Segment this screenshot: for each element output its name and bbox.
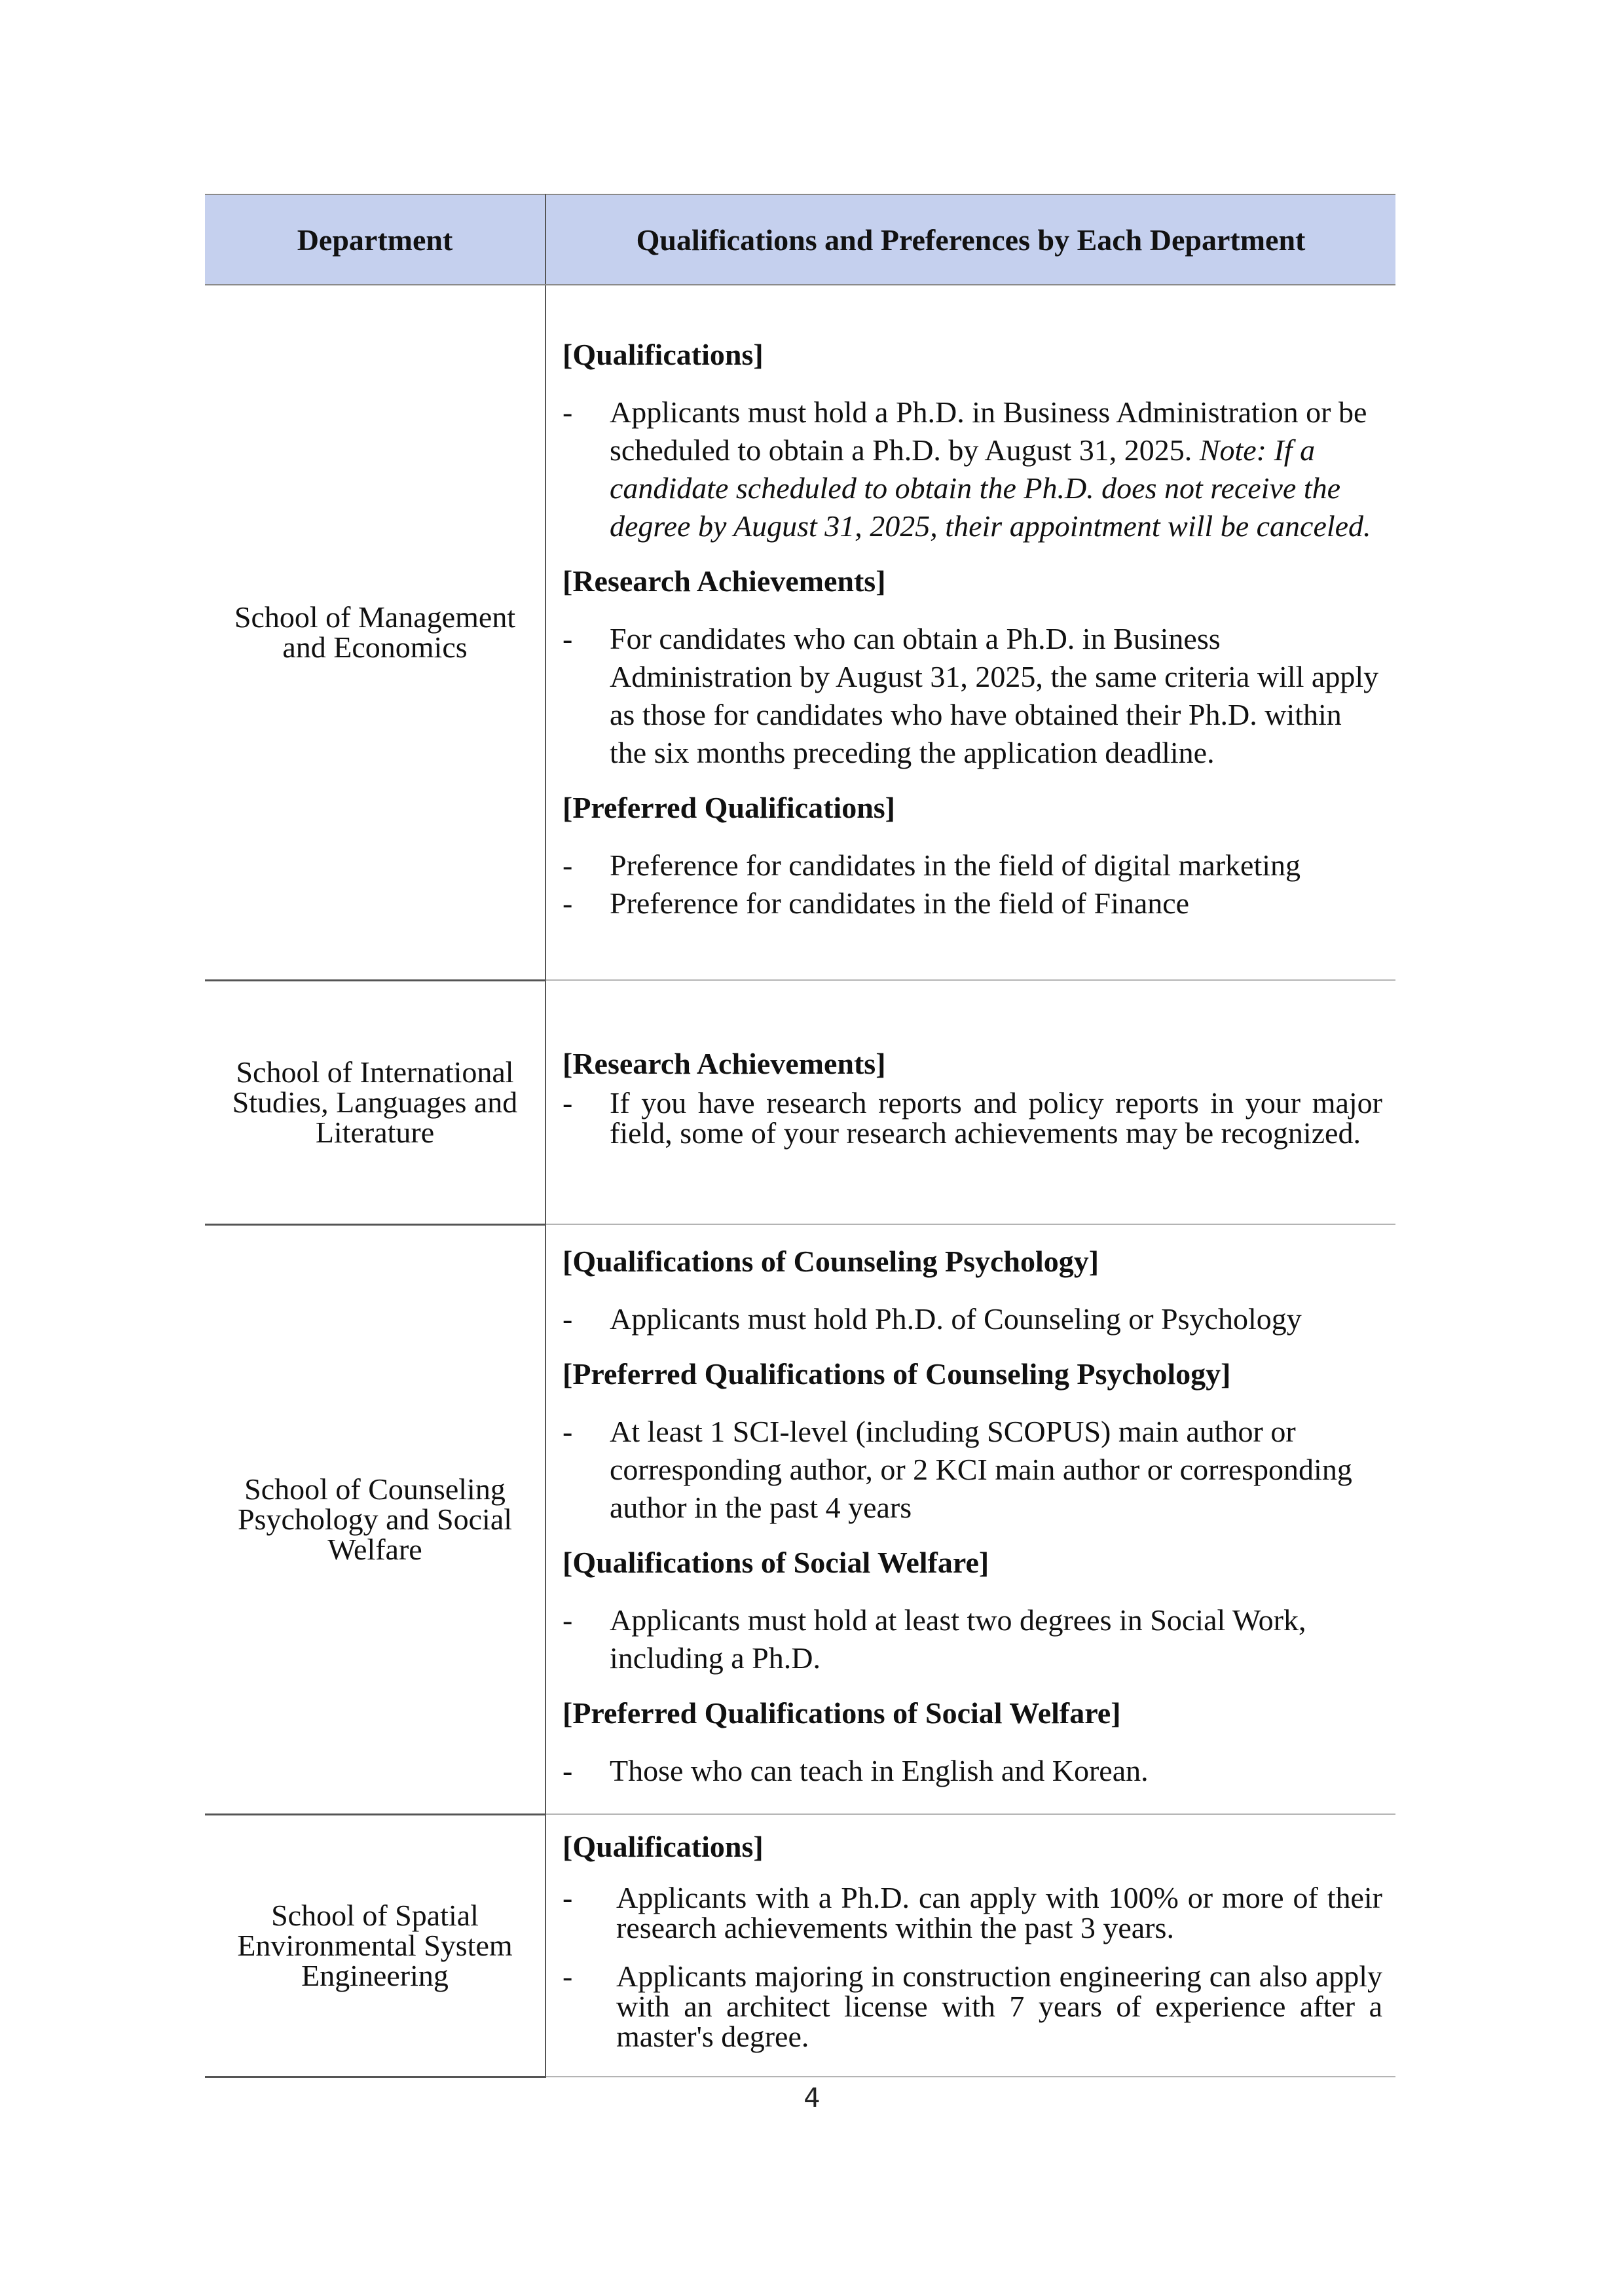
list-item: - Applicants with a Ph.D. can apply with 100% or more of their research achievements within the past 3 years. <box>563 1883 1382 1943</box>
table-row <box>205 285 1395 980</box>
bullet-list <box>563 1300 1382 1338</box>
bullet-list <box>563 1880 1382 2053</box>
table-row <box>205 980 1395 1224</box>
requirements-table-container <box>205 194 1395 2078</box>
qualifications-cell <box>545 1224 1395 1814</box>
department-cell: School of Management and Economics <box>205 285 545 980</box>
section-heading: [Preferred Qualifications of Counseling Psychology] <box>563 1357 1231 1391</box>
list-item <box>563 393 1382 545</box>
table-row <box>205 1814 1395 2077</box>
bullet-list <box>563 393 1382 545</box>
bullet-list <box>563 847 1382 922</box>
bullet-list <box>563 1413 1382 1527</box>
section-heading: [Qualifications] <box>563 338 764 371</box>
section-heading: [Research Achievements] <box>563 1046 886 1080</box>
qualifications-cell <box>545 980 1395 1224</box>
list-item: - If you have research reports and policy reports in your major field, some of your research achievements may be recognized. <box>563 1088 1382 1148</box>
list-item: - Those who can teach in English and Korean. <box>563 1752 1382 1790</box>
list-item: - Applicants must hold Ph.D. of Counseling or Psychology <box>563 1300 1382 1338</box>
table-row <box>205 1224 1395 1814</box>
bullet-list <box>563 1601 1382 1677</box>
list-item: - Preference for candidates in the field of Finance <box>563 884 1382 922</box>
header-qualifications: Qualifications and Preferences by Each Department <box>545 194 1395 285</box>
requirements-table <box>205 194 1395 2078</box>
department-cell: School of Counseling Psychology and Social Welfare <box>205 1224 545 1814</box>
header-department: Department <box>205 194 545 285</box>
list-item: - Applicants must hold at least two degrees in Social Work, including a Ph.D. <box>563 1601 1382 1677</box>
section-heading: [Qualifications] <box>563 1829 764 1863</box>
list-item: - Preference for candidates in the field of digital marketing <box>563 847 1382 884</box>
table-header-row <box>205 194 1395 285</box>
section-heading: [Qualifications of Counseling Psychology] <box>563 1244 1099 1278</box>
department-cell: School of International Studies, Languages and Literature <box>205 980 545 1224</box>
section-heading: [Preferred Qualifications] <box>563 791 895 824</box>
department-cell: School of Spatial Environmental System Engineering <box>205 1814 545 2077</box>
section-heading: [Qualifications of Social Welfare] <box>563 1545 989 1579</box>
bullet-list <box>563 1752 1382 1790</box>
page-number: 4 <box>803 2083 821 2113</box>
bullet-list <box>563 620 1382 772</box>
list-item-note: Note: If a candidate scheduled to obtain the Ph.D. does not receive the degree by August 31, 2025, their appointment will be canceled. <box>610 433 1371 543</box>
list-item: - For candidates who can obtain a Ph.D. in Business Administration by August 31, 2025, the same criteria will apply as those for candidates who have obtained their Ph.D. within the six months preceding the application deadline. <box>563 620 1382 772</box>
section-heading: [Preferred Qualifications of Social Welfare] <box>563 1696 1121 1730</box>
list-item: - At least 1 SCI-level (including SCOPUS) main author or corresponding author, or 2 KCI main author or corresponding author in the past 4 years <box>563 1413 1382 1527</box>
section-heading: [Research Achievements] <box>563 564 886 598</box>
qualifications-cell <box>545 285 1395 980</box>
bullet-list <box>563 1085 1382 1150</box>
list-item-text: Applicants must hold a Ph.D. in Business Administration or be scheduled to obtain a Ph.D. by August 31, 2025. <box>610 395 1367 467</box>
qualifications-cell <box>545 1814 1395 2077</box>
list-item: - Applicants majoring in construction engineering can also apply with an architect license with 7 years of experience after a master's degree. <box>563 1961 1382 2052</box>
